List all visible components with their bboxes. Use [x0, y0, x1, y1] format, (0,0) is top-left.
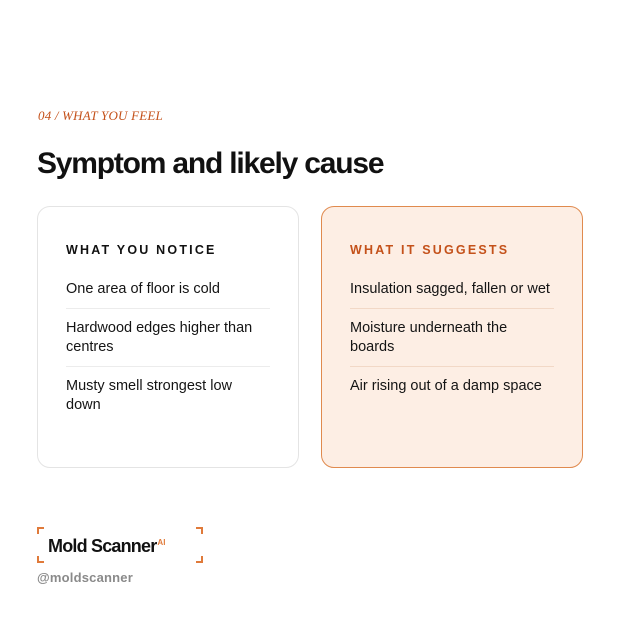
suggests-item: Air rising out of a damp space	[350, 366, 554, 405]
notice-item: One area of floor is cold	[66, 281, 220, 297]
corner-bracket-icon	[37, 556, 44, 563]
corner-bracket-icon	[196, 527, 203, 534]
suggests-item: Moisture underneath the boards	[350, 308, 554, 366]
section-eyebrow: 04 / WHAT YOU FEEL	[38, 108, 163, 123]
page-title: Symptom and likely cause	[37, 147, 384, 180]
brand-name-wrap	[48, 536, 165, 557]
suggests-card	[321, 206, 583, 468]
notice-card	[37, 206, 299, 468]
notice-item: Hardwood edges higher than centres	[66, 308, 270, 366]
suggests-heading: WHAT IT SUGGESTS	[350, 243, 510, 257]
corner-bracket-icon	[37, 527, 44, 534]
corner-bracket-icon	[196, 556, 203, 563]
brand-logo	[37, 527, 203, 563]
notice-heading: WHAT YOU NOTICE	[66, 243, 217, 257]
brand-ai-badge: AI	[157, 538, 166, 547]
brand-name: Mold Scanner	[48, 536, 157, 556]
notice-item: Musty smell strongest low down	[66, 366, 270, 424]
suggests-item: Insulation sagged, fallen or wet	[350, 281, 550, 297]
social-handle: @moldscanner	[37, 570, 133, 585]
